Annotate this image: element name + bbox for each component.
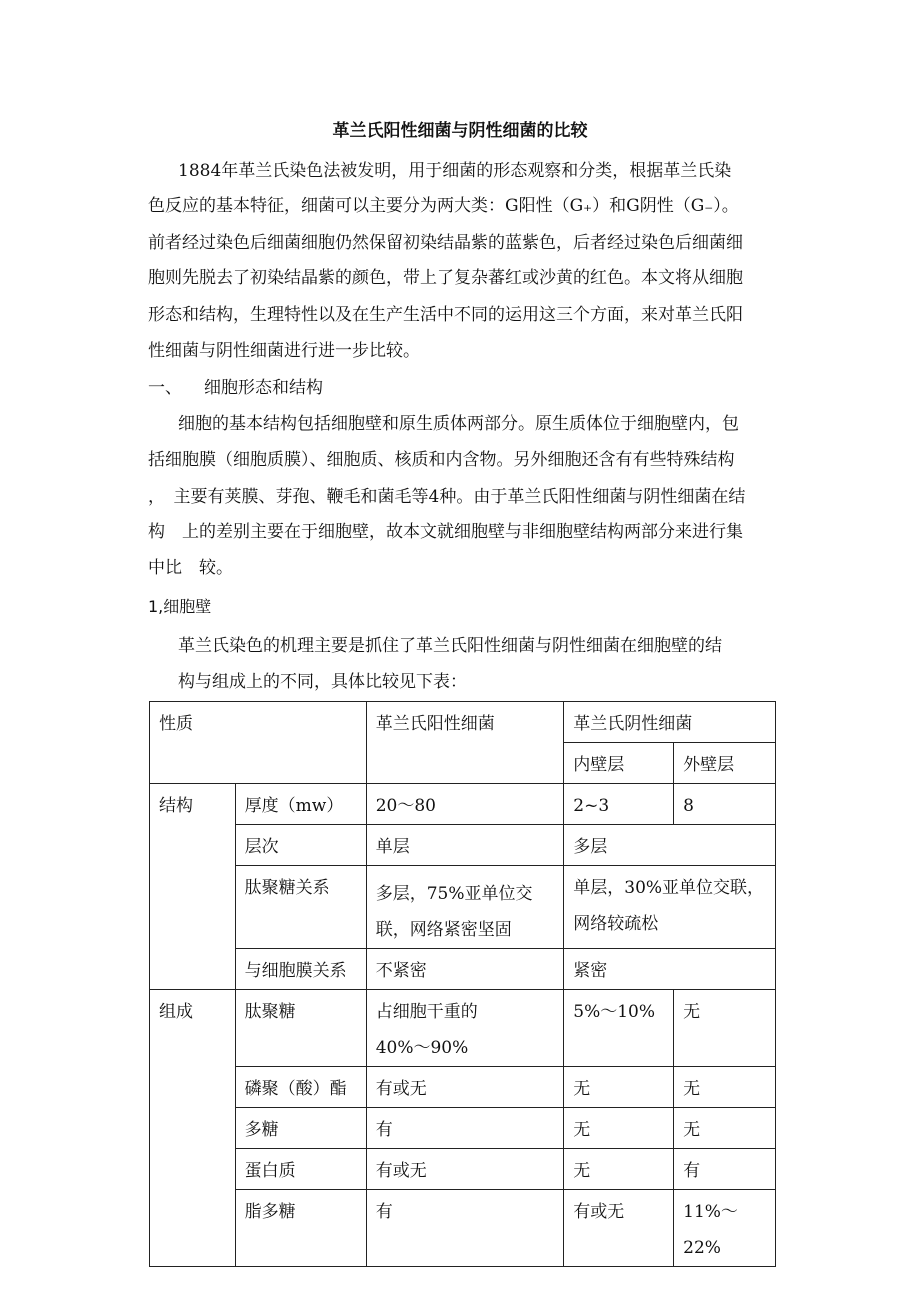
cell-positive: 有或无 <box>366 1149 564 1190</box>
group-composition: 组成 <box>150 990 236 1267</box>
section-line-1: 细胞的基本结构包括细胞壁和原生质体两部分。原生质体位于细胞壁内，包 <box>178 414 739 434</box>
cell-negative: 紧密 <box>564 949 776 990</box>
cell-negative <box>564 866 776 949</box>
cell-outer: 8 <box>674 784 776 825</box>
group-structure: 结构 <box>150 784 236 990</box>
subsection-line-2: 构与组成上的不同，具体比较见下表： <box>178 672 467 692</box>
section-line-3: ， 主要有荚膜、芽孢、鞭毛和菌毛等4种。由于革兰氏阳性细菌与阴性细菌在结 <box>148 487 746 507</box>
cell-positive: 有 <box>366 1190 564 1267</box>
header-gram-negative: 革兰氏阴性细菌 <box>564 702 776 743</box>
cell-line: 40%～90% <box>375 1038 469 1058</box>
section-line-5: 中比 较。 <box>148 558 233 578</box>
row-property: 与细胞膜关系 <box>235 949 366 990</box>
intro-line-5: 形态和结构，生理特性以及在生产生活中不同的运用这三个方面，来对革兰氏阳 <box>148 305 743 325</box>
cell-positive: 有或无 <box>366 1067 564 1108</box>
intro-line-3: 前者经过染色后细菌细胞仍然保留初染结晶紫的蓝紫色，后者经过染色后细菌细 <box>148 233 743 253</box>
intro-line-2: 色反应的基本特征，细菌可以主要分为两大类：G阳性（G₊）和G阴性（G₋）。 <box>148 196 739 216</box>
cell-inner: 2~3 <box>564 784 674 825</box>
table-row <box>150 990 776 1067</box>
cell-inner: 无 <box>564 1108 674 1149</box>
cell-positive: 20～80 <box>366 784 564 825</box>
cell-line: 多层，75%亚单位交 <box>375 884 533 904</box>
row-property: 多糖 <box>235 1108 366 1149</box>
cell-outer: 无 <box>674 1067 776 1108</box>
intro-line-1: 1884年革兰氏染色法被发明，用于细菌的形态观察和分类，根据革兰氏染 <box>178 161 732 181</box>
table-row <box>150 866 776 949</box>
cell-positive <box>366 866 564 949</box>
cell-positive: 单层 <box>366 825 564 866</box>
cell-line: 网络较疏松 <box>573 914 659 934</box>
table-row <box>150 1149 776 1190</box>
cell-inner: 无 <box>564 1149 674 1190</box>
table-row <box>150 1190 776 1267</box>
row-property: 肽聚糖 <box>235 990 366 1067</box>
row-property: 厚度（mw） <box>235 784 366 825</box>
cell-outer: 有 <box>674 1149 776 1190</box>
table-row <box>150 1108 776 1149</box>
header-outer-layer: 外壁层 <box>674 743 776 784</box>
section-number: 一、 <box>148 378 182 398</box>
row-property: 蛋白质 <box>235 1149 366 1190</box>
cell-line: 联，网络紧密坚固 <box>375 920 512 940</box>
cell-outer: 无 <box>674 990 776 1067</box>
header-row <box>150 702 776 743</box>
cell-positive <box>366 990 564 1067</box>
row-property: 肽聚糖关系 <box>235 866 366 949</box>
intro-line-6: 性细菌与阴性细菌进行进一步比较。 <box>148 341 420 361</box>
header-inner-layer: 内壁层 <box>564 743 674 784</box>
section-line-2: 括细胞膜（细胞质膜）、细胞质、核质和内含物。另外细胞还含有有些特殊结构 <box>148 450 735 470</box>
row-property: 层次 <box>235 825 366 866</box>
cell-line: 单层，30%亚单位交联， <box>573 878 765 898</box>
cell-outer: 无 <box>674 1108 776 1149</box>
cell-inner: 有或无 <box>564 1190 674 1267</box>
cell-inner: 5%～10% <box>564 990 674 1067</box>
intro-line-4: 胞则先脱去了初染结晶紫的颜色，带上了复杂蕃红或沙黄的红色。本文将从细胞 <box>148 268 743 288</box>
table-row <box>150 1067 776 1108</box>
table-row <box>150 949 776 990</box>
cell-positive: 有 <box>366 1108 564 1149</box>
page-title: 革兰氏阳性细菌与阴性细菌的比较 <box>332 121 588 141</box>
cell-negative: 多层 <box>564 825 776 866</box>
cell-inner: 无 <box>564 1067 674 1108</box>
row-property: 脂多糖 <box>235 1190 366 1267</box>
comparison-table <box>149 701 776 1267</box>
header-property: 性质 <box>150 702 367 784</box>
header-gram-positive: 革兰氏阳性细菌 <box>366 702 564 784</box>
section-line-4: 构 上的差别主要在于细胞壁，故本文就细胞壁与非细胞壁结构两部分来进行集 <box>148 522 743 542</box>
cell-positive: 不紧密 <box>366 949 564 990</box>
row-property: 磷聚（酸）酯 <box>235 1067 366 1108</box>
subsection-line-1: 革兰氏染色的机理主要是抓住了革兰氏阳性细菌与阴性细菌在细胞壁的结 <box>178 636 722 656</box>
cell-outer: 11%～22% <box>674 1190 776 1267</box>
table-row <box>150 784 776 825</box>
subsection-heading: 1,细胞壁 <box>148 597 212 616</box>
cell-line: 占细胞干重的 <box>375 1002 478 1022</box>
section-heading: 细胞形态和结构 <box>204 378 323 398</box>
table-row <box>150 825 776 866</box>
